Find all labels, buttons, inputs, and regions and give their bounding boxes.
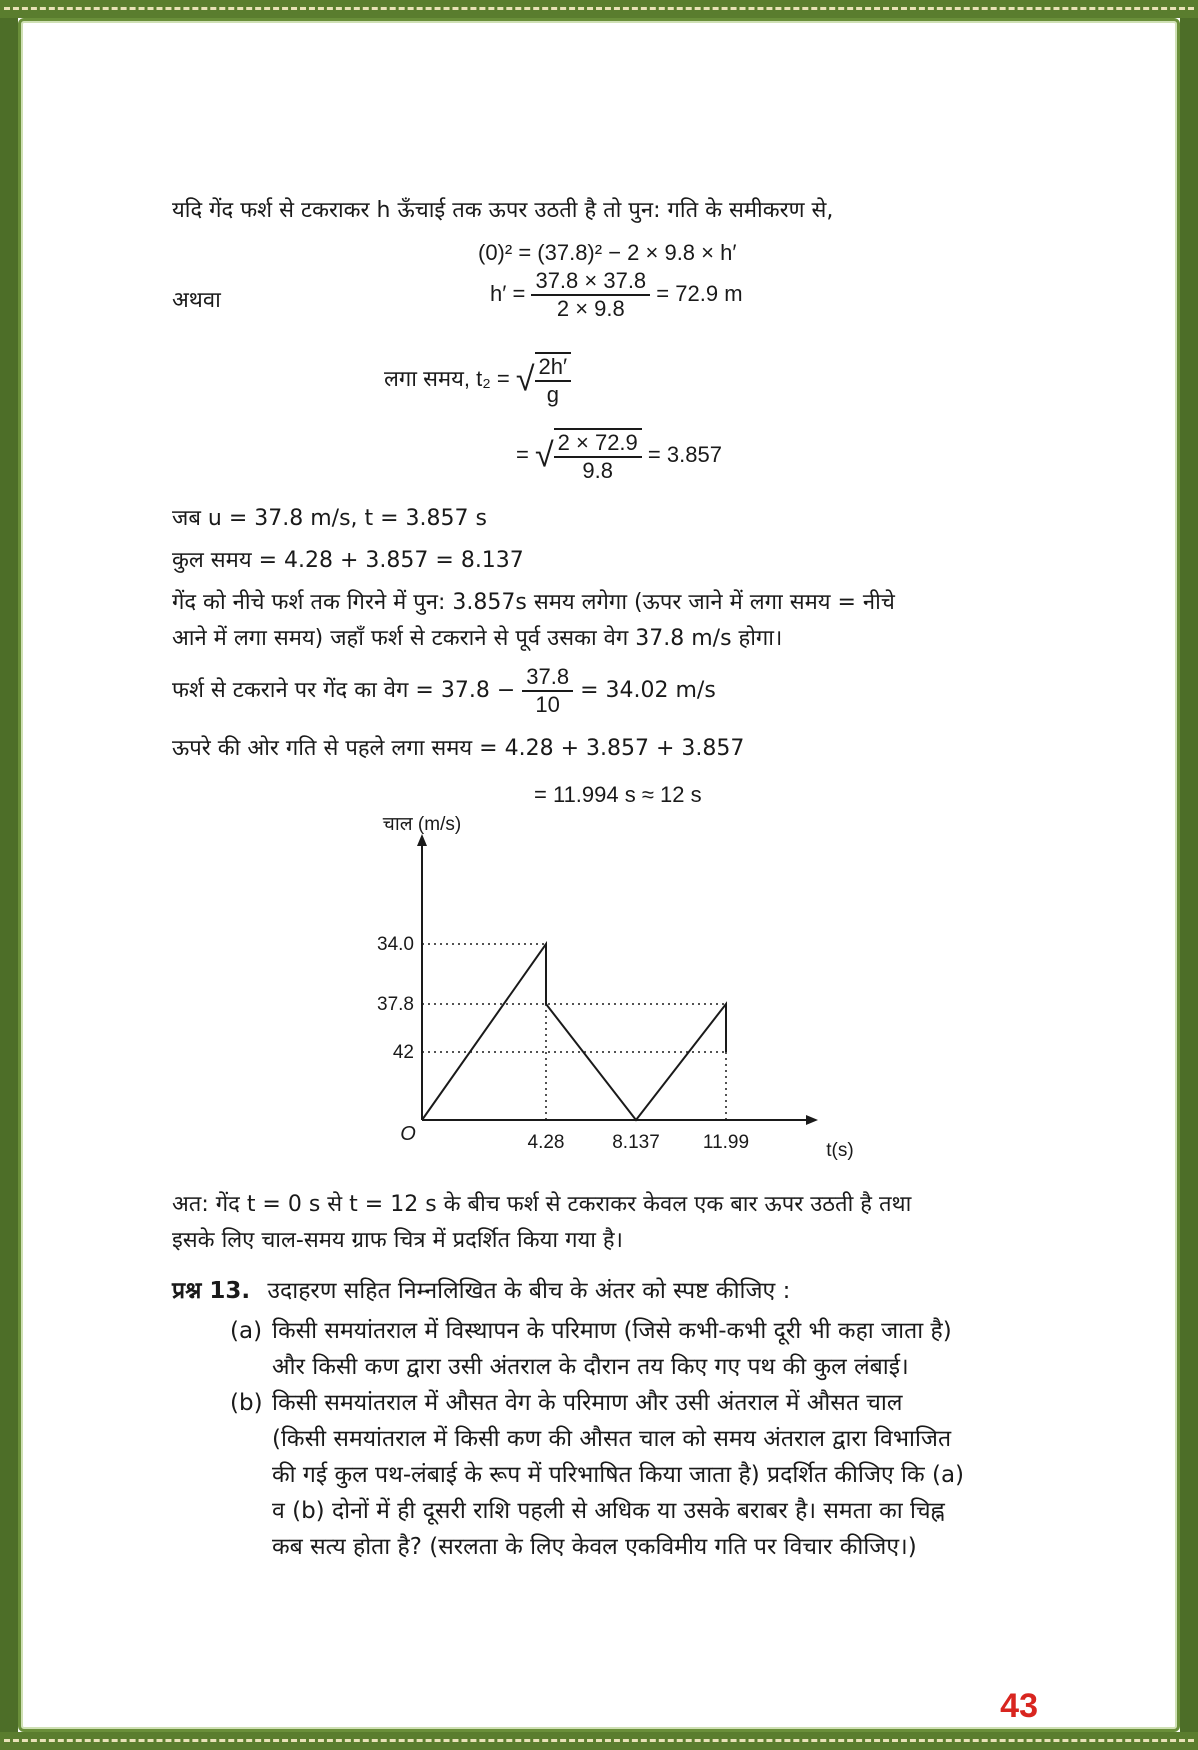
bottom-border: [0, 1732, 1198, 1750]
speed-series-line: [422, 944, 726, 1120]
question-title: उदाहरण सहित निम्नलिखित के बीच के अंतर को स्पष्ट कीजिए :: [267, 1278, 791, 1304]
eq5-fraction: [522, 664, 573, 718]
y-tick-label: 34.0: [377, 934, 414, 955]
eq3-fraction: [535, 352, 572, 408]
text-line-5: जब u = 37.8 m/s, t = 3.857 s: [172, 506, 487, 531]
part-b-label: (b): [230, 1390, 263, 1416]
text-line-11a: अत: गेंद t = 0 s से t = 12 s के बीच फर्श से टकराकर केवल एक बार ऊपर उठती है तथा: [172, 1192, 912, 1217]
right-border: [1180, 18, 1198, 1732]
text-line-10: = 11.994 s ≈ 12 s: [534, 782, 702, 807]
eq2-fraction: [531, 268, 650, 322]
speed-time-graph: [360, 812, 854, 1162]
chart-root: [377, 814, 854, 1161]
athwa-label: अथवा: [172, 288, 221, 313]
text-line-7a: गेंद को नीचे फर्श तक गिरने में पुन: 3.857s समय लगेगा (ऊपर जाने में लगा समय = नीचे: [172, 590, 895, 615]
x-tick-label: 4.28: [527, 1132, 565, 1153]
eq2-rhs: = 72.9 m: [656, 280, 743, 306]
x-tick-label: 8.137: [612, 1132, 660, 1153]
x-axis-label: t(s): [826, 1140, 854, 1161]
text-line-11b: इसके लिए चाल-समय ग्राफ चित्र में प्रदर्शित किया गया है।: [172, 1228, 623, 1253]
y-axis-label: चाल (m/s): [382, 814, 462, 835]
x-tick-label: 11.99: [702, 1132, 750, 1153]
part-b-line-1: किसी समयांतराल में औसत वेग के परिमाण और उसी अंतराल में औसत चाल: [272, 1390, 903, 1416]
eq5-rhs: = 34.02 m/s: [580, 678, 716, 703]
top-border: [0, 0, 1198, 18]
text-line-1: यदि गेंद फर्श से टकराकर h ऊँचाई तक ऊपर उठती है तो पुन: गति के समीकरण से,: [172, 198, 834, 223]
text-line-6: कुल समय = 4.28 + 3.857 = 8.137: [172, 548, 524, 573]
y-tick-label: 42: [392, 1042, 414, 1063]
sqrt-sign-2: √: [534, 436, 554, 475]
eq5-lhs: फर्श से टकराने पर गेंद का वेग = 37.8 −: [172, 678, 516, 703]
part-b-line-5: कब सत्य होता है? (सरलता के लिए केवल एकविमीय गति पर विचार कीजिए।): [272, 1534, 917, 1560]
text-line-9: ऊपरे की ओर गति से पहले लगा समय = 4.28 + 3.857 + 3.857: [172, 736, 745, 761]
eq2-numerator: 37.8 × 37.8: [531, 268, 650, 296]
question-13: [172, 1276, 790, 1306]
left-border: [0, 18, 18, 1732]
y-axis-arrow: [417, 834, 427, 846]
eq4-denominator: 9.8: [582, 458, 614, 483]
eq3-numerator: 2h′: [535, 354, 572, 382]
x-axis-arrow: [806, 1115, 818, 1125]
eq4-rhs: = 3.857: [647, 441, 722, 467]
part-b-line-4: व (b) दोनों में ही दूसरी राशि पहली से अधिक या उसके बराबर है। समता का चिह्न: [272, 1498, 945, 1524]
sqrt-sign-1: √: [515, 360, 535, 399]
eq5-denominator: 10: [535, 692, 560, 717]
eq4-numerator: 2 × 72.9: [554, 430, 642, 458]
eq2-denominator: 2 × 9.8: [556, 296, 625, 321]
equation-velocity: [172, 664, 716, 718]
question-label: प्रश्न 13.: [172, 1278, 251, 1304]
equation-3: [384, 352, 571, 408]
eq5-numerator: 37.8: [522, 664, 573, 692]
eq4-lhs: =: [516, 441, 529, 467]
eq4-fraction: [554, 428, 642, 484]
origin-label: O: [400, 1123, 416, 1145]
page-number: 43: [1000, 1687, 1038, 1725]
equation-1: (0)² = (37.8)² − 2 × 9.8 × h′: [478, 240, 737, 265]
part-a-line-2: और किसी कण द्वारा उसी अंतराल के दौरान तय किए गए पथ की कुल लंबाई।: [272, 1354, 909, 1380]
y-tick-label: 37.8: [377, 994, 414, 1015]
part-b-line-2: (किसी समयांतराल में किसी कण की औसत चाल को समय अंतराल द्वारा विभाजित: [272, 1426, 952, 1452]
text-line-7b: आने में लगा समय) जहाँ फर्श से टकराने से पूर्व उसका वेग 37.8 m/s होगा।: [172, 626, 783, 651]
equation-4: [516, 428, 722, 484]
eq3-denominator: g: [546, 382, 559, 407]
eq2-lhs: h′ =: [490, 280, 526, 306]
part-a-label: (a): [230, 1318, 263, 1344]
part-a-line-1: किसी समयांतराल में विस्थापन के परिमाण (जिसे कभी-कभी दूरी भी कहा जाता है): [272, 1318, 952, 1344]
part-b-line-3: की गई कुल पथ-लंबाई के रूप में परिभाषित किया जाता है) प्रदर्शित कीजिए कि (a): [272, 1462, 965, 1488]
eq3-lhs: लगा समय, t₂ =: [384, 365, 510, 391]
equation-2: [490, 268, 743, 322]
